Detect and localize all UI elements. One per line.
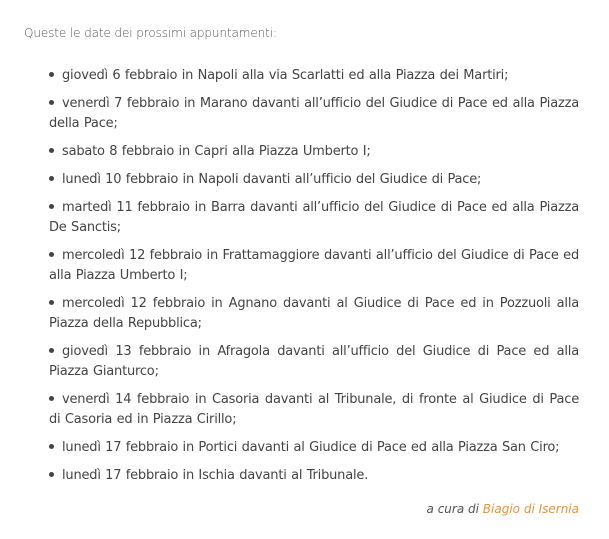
- bullet-icon: [49, 148, 54, 153]
- appointment-text: sabato 8 febbraio in Capri alla Piazza Umberto I;: [62, 144, 371, 159]
- bullet-icon: [49, 176, 54, 181]
- bullet-icon: [49, 472, 54, 477]
- list-item: [49, 170, 579, 190]
- bullet-icon: [49, 204, 54, 209]
- signature-prefix: a cura di: [426, 502, 479, 516]
- list-item: [49, 466, 579, 486]
- list-item: [49, 294, 579, 334]
- bullet-icon: [49, 72, 54, 77]
- list-item: [49, 198, 579, 238]
- bullet-icon: [49, 252, 54, 257]
- bullet-icon: [49, 348, 54, 353]
- appointment-text: lunedì 17 febbraio in Portici davanti al Giudice di Pace ed alla Piazza San Ciro;: [62, 440, 560, 455]
- list-item: [49, 142, 579, 162]
- appointment-text: lunedì 17 febbraio in Ischia davanti al Tribunale.: [62, 468, 369, 483]
- appointment-text: venerdì 14 febbraio in Casoria davanti al Tribunale, di fronte al Giudice di Pace di Casoria ed in Piazza Cirillo;: [49, 392, 579, 427]
- appointment-text: giovedì 6 febbraio in Napoli alla via Scarlatti ed alla Piazza dei Martiri;: [62, 68, 509, 83]
- appointment-text: venerdì 7 febbraio in Marano davanti all’ufficio del Giudice di Pace ed alla Piazza della Pace;: [49, 96, 579, 131]
- list-item: [49, 342, 579, 382]
- list-item: [49, 94, 579, 134]
- bullet-icon: [49, 100, 54, 105]
- author-link[interactable]: Biagio di Isernia: [482, 502, 579, 516]
- list-item: [49, 390, 579, 430]
- list-item: [49, 66, 579, 86]
- list-item: [49, 438, 579, 458]
- appointment-text: mercoledì 12 febbraio in Frattamaggiore davanti all’ufficio del Giudice di Pace ed alla Piazza Umberto I;: [49, 248, 579, 283]
- list-item: [49, 246, 579, 286]
- intro-text: Queste le date dei prossimi appuntamenti:: [24, 26, 277, 40]
- appointment-text: giovedì 13 febbraio in Afragola davanti all’ufficio del Giudice di Pace ed alla Piazza Gianturco;: [49, 344, 579, 379]
- appointment-text: lunedì 10 febbraio in Napoli davanti all’ufficio del Giudice di Pace;: [62, 172, 482, 187]
- signature: [24, 502, 579, 516]
- bullet-icon: [49, 444, 54, 449]
- appointment-text: martedì 11 febbraio in Barra davanti all’ufficio del Giudice di Pace ed alla Piazza De Sanctis;: [49, 200, 579, 235]
- bullet-icon: [49, 396, 54, 401]
- bullet-icon: [49, 300, 54, 305]
- appointments-list: [24, 66, 579, 486]
- appointment-text: mercoledì 12 febbraio in Agnano davanti al Giudice di Pace ed in Pozzuoli alla Piazza della Repubblica;: [49, 296, 579, 331]
